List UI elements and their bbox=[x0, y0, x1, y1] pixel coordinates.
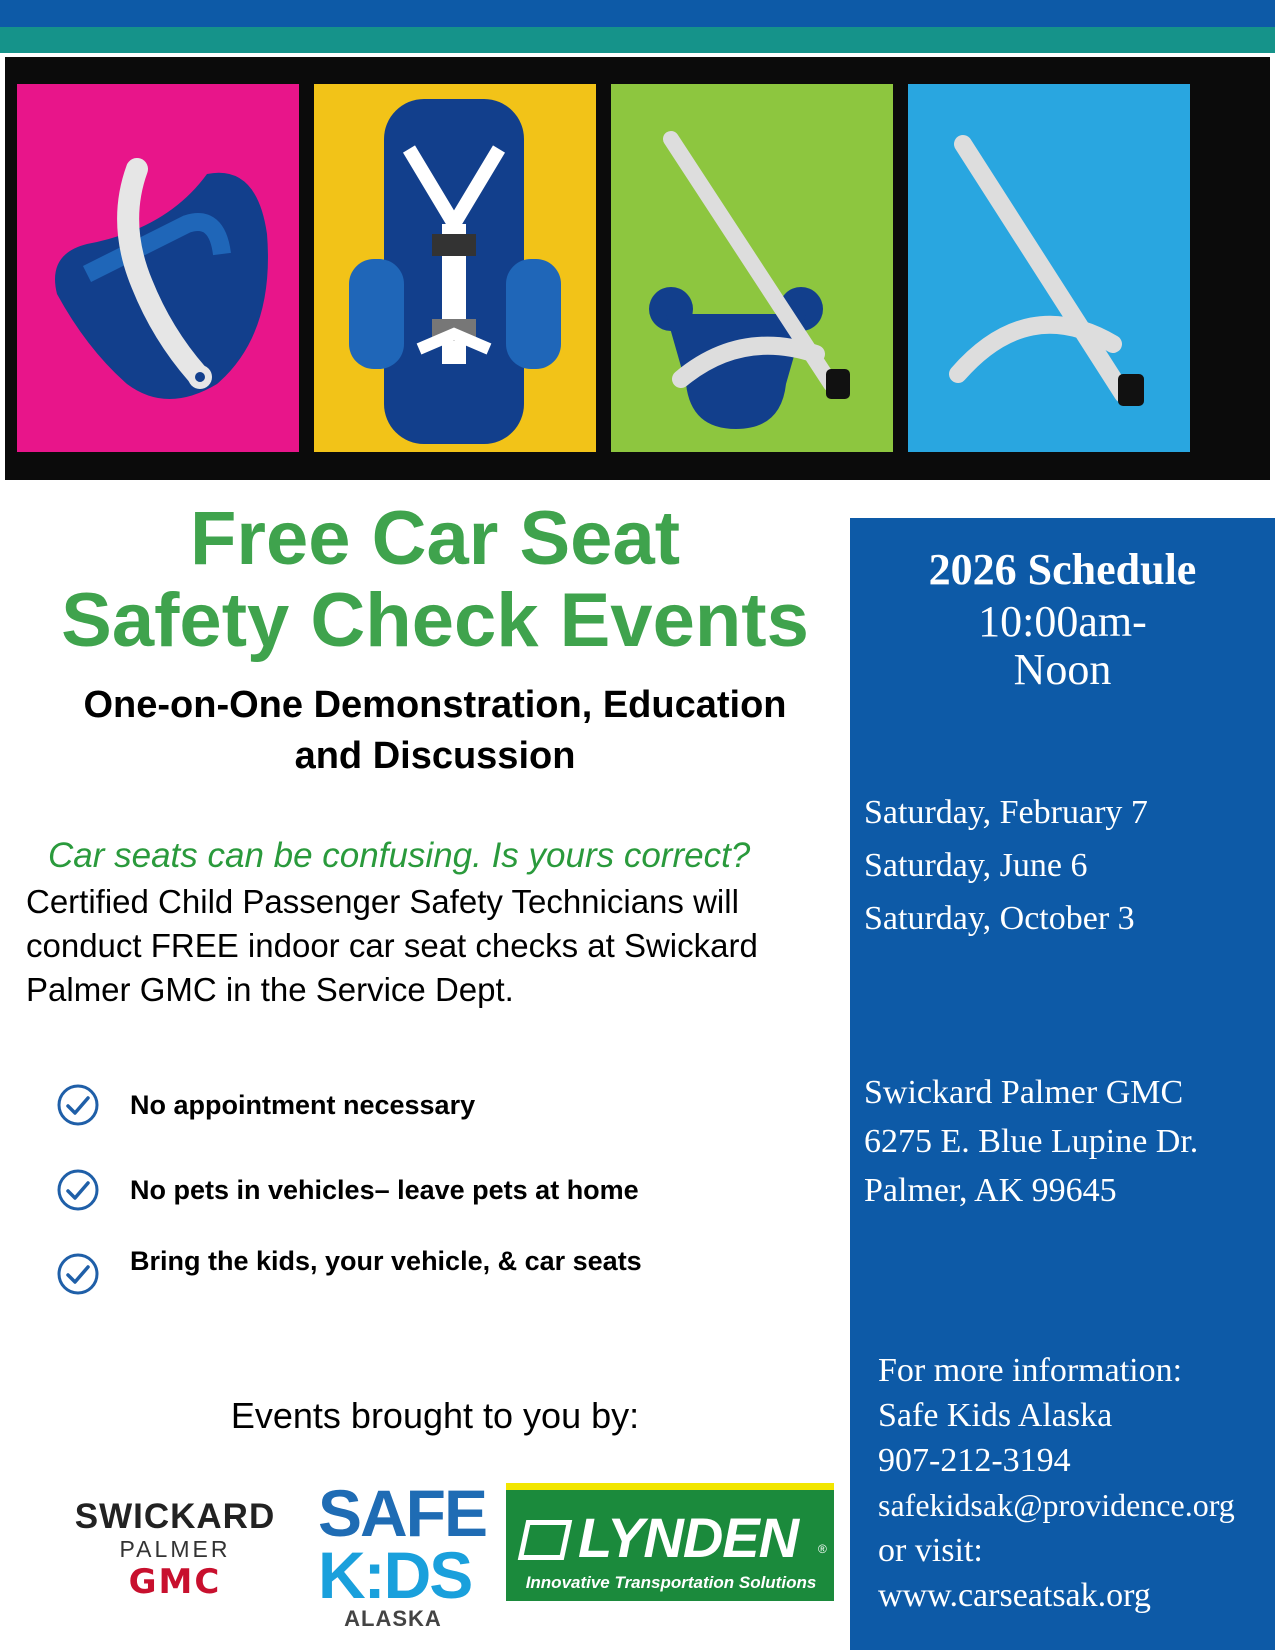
check-circle-icon bbox=[56, 1168, 100, 1212]
event-date: Saturday, February 7 bbox=[864, 794, 1148, 831]
bullet-item: No appointment necessary bbox=[130, 1090, 476, 1120]
safe-kids-alaska-logo: SAFE K:DS ALASKA bbox=[318, 1476, 487, 1631]
lynden-logo: LYNDEN ® Innovative Transportation Solutions bbox=[506, 1483, 834, 1601]
harness-seat-icon bbox=[314, 84, 596, 452]
info-visit-label: or visit: bbox=[878, 1532, 983, 1569]
swickard-gmc-logo: SWICKARD PALMER GMC bbox=[74, 1497, 276, 1602]
event-headline bbox=[0, 498, 870, 662]
event-subtitle bbox=[0, 680, 870, 782]
headline-line-2: Safety Check Events bbox=[61, 578, 809, 663]
info-email-link[interactable]: safekidsak@providence.org bbox=[878, 1487, 1235, 1523]
intro-description: Certified Child Passenger Safety Technicians will conduct FREE indoor car seat checks at Swickard Palmer GMC in the Service Dept. bbox=[26, 883, 758, 1008]
event-date: Saturday, October 3 bbox=[864, 900, 1135, 937]
info-phone[interactable]: 907-212-3194 bbox=[878, 1442, 1071, 1479]
headline-line-1: Free Car Seat bbox=[189, 496, 681, 581]
seat-belt-tile bbox=[908, 84, 1190, 452]
website-link[interactable]: www.carseatsak.org bbox=[878, 1577, 1151, 1614]
booster-seat-tile bbox=[611, 84, 893, 452]
bullet-item: No pets in vehicles– leave pets at home bbox=[130, 1175, 639, 1205]
lynden-mark-icon bbox=[518, 1520, 573, 1560]
intro-tagline: Car seats can be confusing. Is yours correct? bbox=[48, 836, 751, 875]
car-seat-banner bbox=[5, 57, 1270, 480]
event-location bbox=[864, 1068, 1198, 1215]
location-line: Swickard Palmer GMC bbox=[864, 1074, 1184, 1111]
schedule-title: 2026 Schedule bbox=[928, 545, 1197, 594]
location-line: 6275 E. Blue Lupine Dr. bbox=[864, 1123, 1199, 1160]
check-circle-icon bbox=[56, 1252, 100, 1296]
subtitle-line-1: One-on-One Demonstration, Education bbox=[83, 684, 787, 726]
schedule-sidebar bbox=[850, 518, 1275, 1650]
seat-belt-icon bbox=[908, 84, 1190, 452]
location-line: Palmer, AK 99645 bbox=[864, 1172, 1117, 1209]
contact-info bbox=[878, 1348, 1235, 1618]
check-circle-icon bbox=[56, 1083, 100, 1127]
teal-color-band bbox=[0, 27, 1275, 53]
infant-seat-icon bbox=[17, 84, 299, 452]
info-org: Safe Kids Alaska bbox=[878, 1397, 1113, 1434]
schedule-time: 10:00am-Noon bbox=[978, 597, 1147, 694]
subtitle-line-2: and Discussion bbox=[294, 735, 576, 777]
bullet-item: Bring the kids, your vehicle, & car seats bbox=[130, 1246, 642, 1276]
event-dates bbox=[864, 786, 1148, 945]
harness-seat-tile bbox=[314, 84, 596, 452]
info-heading: For more information: bbox=[878, 1352, 1183, 1389]
sponsors-heading: Events brought to you by: bbox=[230, 1395, 640, 1436]
infant-seat-tile bbox=[17, 84, 299, 452]
top-color-band bbox=[0, 0, 1275, 27]
booster-seat-icon bbox=[611, 84, 893, 452]
event-date: Saturday, June 6 bbox=[864, 847, 1088, 884]
